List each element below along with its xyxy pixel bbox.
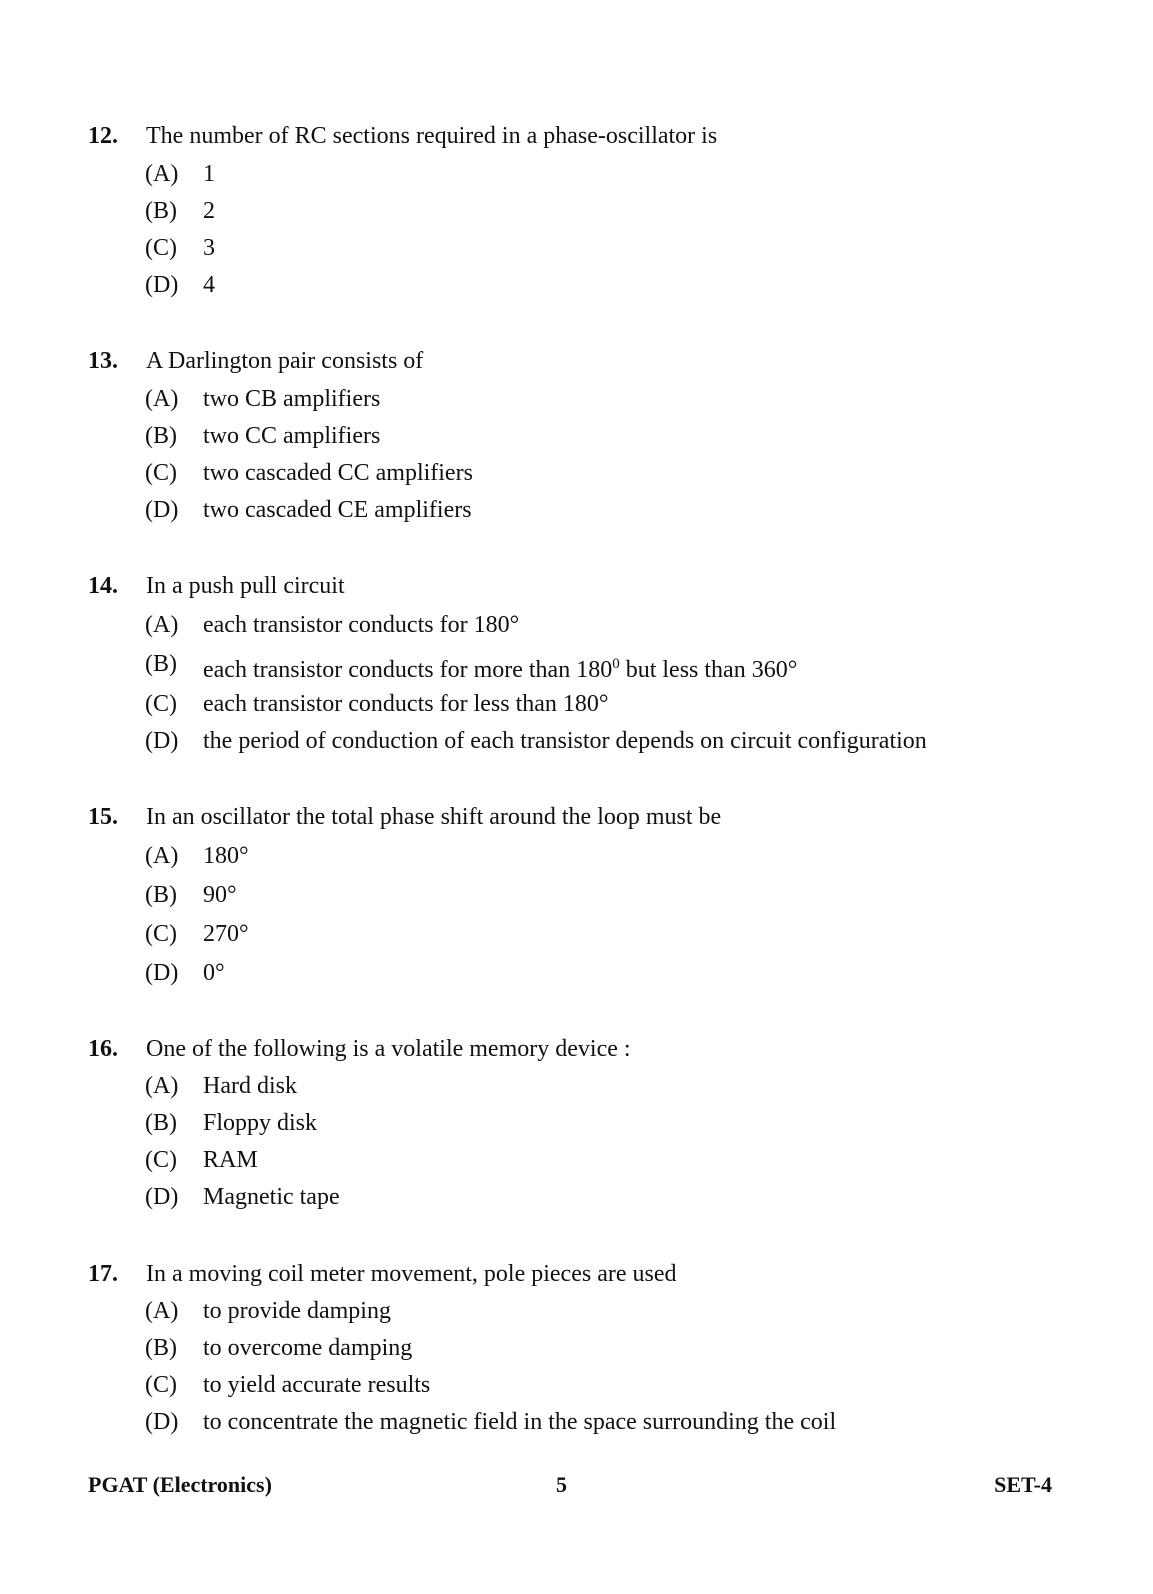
question-text: One of the following is a volatile memory device :	[146, 1036, 631, 1062]
option-label: (D)	[145, 272, 179, 298]
option-a	[88, 1297, 1088, 1325]
question-text: In a push pull circuit	[146, 573, 345, 599]
option-text: two CB amplifiers	[203, 386, 381, 412]
question-text: In an oscillator the total phase shift around the loop must be	[146, 804, 722, 830]
question-15	[88, 803, 1088, 987]
option-text: to concentrate the magnetic field in the space surrounding the coil	[203, 1409, 837, 1435]
option-text: RAM	[203, 1147, 258, 1173]
question-number: 13.	[88, 348, 118, 374]
option-label: (A)	[145, 386, 179, 412]
option-c	[88, 920, 1088, 948]
option-label: (A)	[145, 161, 179, 187]
footer-exam-title: PGAT (Electronics)	[88, 1472, 272, 1497]
option-label: (A)	[145, 1073, 179, 1099]
question-16	[88, 1035, 1088, 1211]
option-b	[88, 422, 1088, 450]
option-text: Floppy disk	[203, 1110, 318, 1136]
option-text: to overcome damping	[203, 1335, 413, 1361]
option-text-part: but less than 360°	[619, 657, 798, 683]
option-d	[88, 1183, 1088, 1211]
option-text: 90°	[203, 882, 237, 908]
superscript: 0	[612, 656, 620, 672]
option-label: (D)	[145, 497, 179, 523]
question-text: In a moving coil meter movement, pole pieces are used	[146, 1261, 677, 1287]
option-label: (C)	[145, 460, 177, 486]
option-d	[88, 271, 1088, 299]
option-label: (D)	[145, 1184, 179, 1210]
footer-set-code: SET-4	[994, 1472, 1052, 1497]
question-text: The number of RC sections required in a phase-oscillator is	[146, 123, 718, 149]
question-13	[88, 347, 1088, 524]
option-a	[88, 1072, 1088, 1100]
option-label: (C)	[145, 235, 177, 261]
option-text: the period of conduction of each transistor depends on circuit configuration	[203, 728, 927, 754]
option-label: (A)	[145, 843, 179, 869]
option-label: (B)	[145, 423, 177, 449]
question-number: 16.	[88, 1036, 118, 1062]
question-text: A Darlington pair consists of	[146, 348, 424, 374]
option-b	[88, 1109, 1088, 1137]
option-text: 2	[203, 198, 215, 224]
option-label: (D)	[145, 728, 179, 754]
option-label: (D)	[145, 1409, 179, 1435]
option-d	[88, 959, 1088, 987]
question-14	[88, 572, 1088, 755]
option-text: each transistor conducts for less than 180°	[203, 691, 609, 717]
option-text: 3	[203, 235, 215, 261]
option-text: to yield accurate results	[203, 1372, 431, 1398]
option-d	[88, 1408, 1088, 1436]
option-label: (A)	[145, 612, 179, 638]
option-text: two cascaded CC amplifiers	[203, 460, 473, 486]
option-b	[88, 881, 1088, 909]
option-text: two cascaded CE amplifiers	[203, 497, 472, 523]
option-text: Hard disk	[203, 1073, 297, 1099]
option-c	[88, 234, 1088, 262]
question-12	[88, 122, 1088, 299]
question-number: 15.	[88, 804, 118, 830]
option-label: (C)	[145, 1147, 177, 1173]
option-c	[88, 459, 1088, 487]
option-text: Magnetic tape	[203, 1184, 340, 1210]
option-c	[88, 1371, 1088, 1399]
option-text: 180°	[203, 843, 249, 869]
option-b	[88, 1334, 1088, 1362]
option-b	[88, 650, 1088, 683]
option-d	[88, 727, 1088, 755]
option-a	[88, 385, 1088, 413]
option-text-part: each transistor conducts for more than 180	[203, 657, 613, 683]
option-label: (B)	[145, 1110, 177, 1136]
option-b	[88, 197, 1088, 225]
option-text: 1	[203, 161, 215, 187]
option-label: (D)	[145, 960, 179, 986]
option-d	[88, 496, 1088, 524]
option-label: (B)	[145, 1335, 177, 1361]
option-label: (C)	[145, 921, 177, 947]
option-c	[88, 690, 1088, 718]
option-text	[203, 650, 1088, 683]
option-label: (B)	[145, 882, 177, 908]
option-label: (B)	[145, 651, 177, 677]
option-text: two CC amplifiers	[203, 423, 381, 449]
question-number: 17.	[88, 1261, 118, 1287]
option-a	[88, 160, 1088, 188]
option-label: (C)	[145, 1372, 177, 1398]
option-a	[88, 842, 1088, 870]
option-a	[88, 611, 1088, 639]
option-text: each transistor conducts for 180°	[203, 612, 520, 638]
option-text: 270°	[203, 921, 249, 947]
footer-page-number: 5	[556, 1472, 567, 1497]
question-number: 12.	[88, 123, 118, 149]
option-label: (B)	[145, 198, 177, 224]
option-text: 0°	[203, 960, 225, 986]
option-text: 4	[203, 272, 215, 298]
option-text: to provide damping	[203, 1298, 391, 1324]
question-number: 14.	[88, 573, 118, 599]
option-label: (A)	[145, 1298, 179, 1324]
question-17	[88, 1260, 1088, 1436]
option-c	[88, 1146, 1088, 1174]
option-label: (C)	[145, 691, 177, 717]
